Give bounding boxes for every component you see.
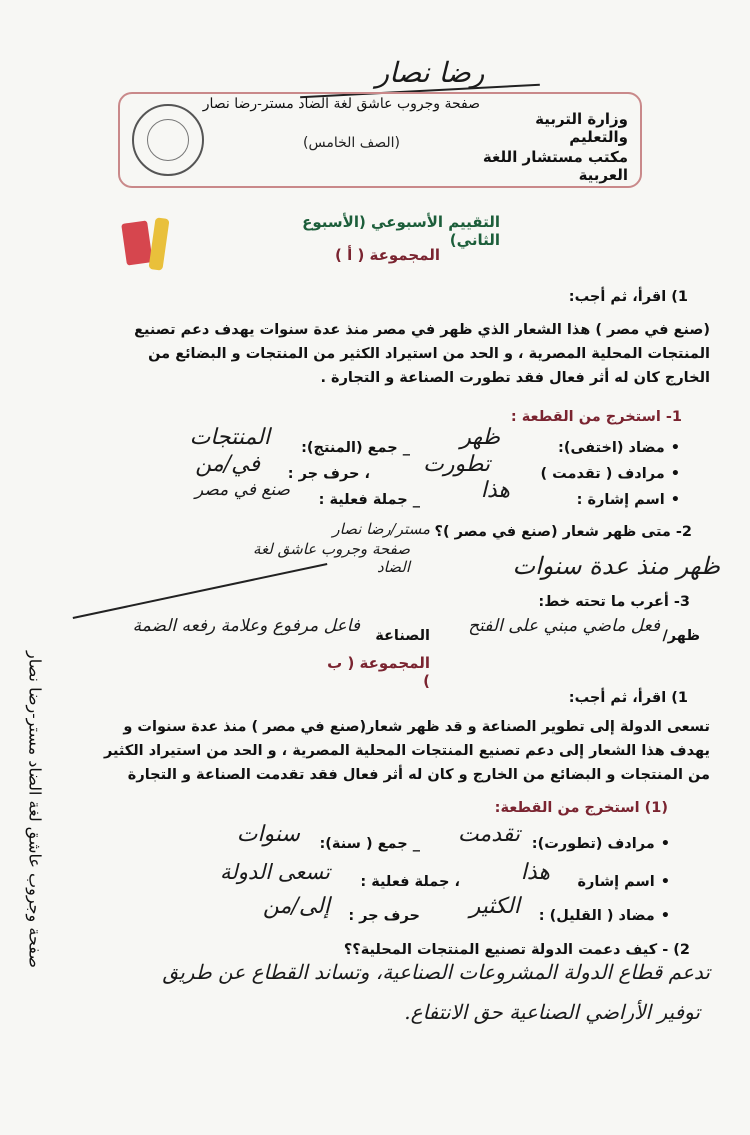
section-b-q1-heading: 1) اقرأ، ثم أجب:: [568, 690, 688, 706]
seal-icon: [147, 119, 189, 161]
section-b-q2-answer-line-2: توفير الأراضي الصناعية حق الانتفاع.: [404, 1000, 700, 1024]
section-b-bullet-1-mid: _ جمع ( سنة):: [319, 836, 420, 852]
section-b-bullet-1-answer2: سنوات: [236, 822, 300, 847]
section-b-q2: 2) - كيف دعمت الدولة تصنيع المنتجات المحلية؟؟: [343, 942, 690, 958]
section-a-q2-answer: ظهر منذ عدة سنوات: [512, 552, 720, 580]
section-a-bullet-1-label: • مضاد (اختفى):: [500, 436, 680, 460]
section-a-bullet-1-mid: _ جمع (المنتج):: [301, 440, 410, 456]
side-watermark-text: صفحة وجروب عاشق لغة الضاد مستر-رضا نصار: [25, 651, 45, 968]
section-b-bullet-2-answer2: تسعى الدولة: [220, 860, 330, 884]
section-b-bullet-2-label: • اسم إشارة: [560, 870, 670, 894]
section-a-bullet-3-label: • اسم إشارة :: [520, 488, 680, 512]
section-b-extract-heading: (1) استخرج من القطعة:: [494, 800, 668, 816]
section-a-q3-answer1: فعل ماضي مبني على الفتح: [468, 616, 660, 636]
section-b-bullet-1-answer1: تقدمت: [457, 822, 520, 847]
section-a-bullet-1-answer1: ظهر: [460, 425, 500, 450]
section-a-passage-line-1: (صنع في مصر ) هذا الشعار الذي ظهر في مصر منذ عدة سنوات يهدف دعم تصنيع: [134, 322, 710, 338]
section-b-passage-line-1: تسعى الدولة إلى تطوير الصناعة و قد ظهر شعار(صنع في مصر ) منذ عدة سنوات و: [123, 719, 710, 735]
section-a-passage-line-2: المنتجات المحلية المصرية ، و الحد من استيراد الكثير من المنتجات و البضائع من: [148, 346, 710, 362]
section-b-bullet-3-label: • مضاد ( القليل) :: [530, 904, 670, 928]
ministry-name: وزارة التربية والتعليم: [535, 110, 628, 146]
section-b-bullet-2-mid: ، جملة فعلية :: [360, 874, 460, 890]
stamp-line-2: صفحة وجروب عاشق لغة الضاد: [253, 540, 410, 576]
ministry-seal: [132, 104, 204, 176]
section-a-bullet-3-answer1: هذا: [480, 478, 510, 503]
pencil-icon: [148, 217, 169, 270]
section-a-bullet-2-answer1: تطورت: [423, 452, 490, 477]
stamp-line-1: مستر/رضا نصار: [332, 520, 430, 538]
signature: رضا نصار: [375, 56, 485, 89]
section-a-bullet-2-mid: ، حرف جر :: [287, 466, 370, 482]
section-a-bullet-3-mid: _ جملة فعلية :: [318, 492, 420, 508]
section-a-bullet-1-answer2: المنتجات: [189, 425, 270, 450]
section-a-q3-answer2: فاعل مرفوع وعلامة رفعه الضمة: [132, 616, 360, 636]
group-a-label: المجموعة ( أ ): [335, 246, 440, 264]
stamp-stroke: [73, 563, 328, 619]
section-b-bullet-1-label: • مرادف (تطورت):: [530, 832, 670, 856]
section-a-q1-heading: 1) اقرأ، ثم أجب:: [568, 289, 688, 305]
section-b-bullet-3-mid: حرف جر :: [348, 908, 420, 924]
group-b-label: المجموعة ( ب ): [327, 654, 430, 690]
section-a-q3: 3- أعرب ما تحته خط:: [538, 594, 690, 610]
section-a-bullet-2-answer2: في/من: [195, 452, 260, 477]
section-a-q2: 2- متى ظهر شعار (صنع في مصر )؟: [434, 524, 692, 540]
section-a-bullet-2-label: • مرادف ( تقدمت ): [500, 462, 680, 486]
section-b-bullet-3-answer2: إلى/من: [262, 894, 330, 919]
assessment-title: التقييم الأسبوعي (الأسبوع الثاني): [302, 213, 500, 249]
section-a-q3-word2: الصناعة: [375, 628, 430, 644]
grade-label: (الصف الخامس): [303, 135, 400, 151]
section-a-bullet-3-answer2: صنع في مصر: [195, 480, 290, 500]
section-b-bullet-3-answer1: الكثير: [469, 894, 520, 919]
section-a-extract-heading: 1- استخرج من القطعة :: [510, 409, 682, 425]
book-icon: [121, 220, 153, 265]
section-b-bullet-2-answer1: هذا: [520, 860, 550, 885]
office-name: مكتب مستشار اللغة العربية: [482, 148, 628, 184]
header-page-line: صفحة وجروب عاشق لغة الضاد مستر-رضا نصار: [202, 96, 480, 112]
section-a-passage-line-3: الخارج كان له أثر فعال فقد تطورت الصناعة و التجارة .: [320, 370, 710, 386]
section-b-passage-line-3: من المنتجات و البضائع من الخارج و كان له أثر فعال فقد تقدمت الصناعة و التجارة: [127, 767, 710, 783]
section-b-passage-line-2: يهدف هذا الشعار إلى دعم تصنيع المنتجات المحلية المصرية ، و الحد من استيراد الكثير: [103, 743, 710, 759]
section-b-q2-answer-line-1: تدعم قطاع الدولة المشروعات الصناعية، وتساند القطاع عن طريق: [162, 960, 710, 984]
section-a-q3-word1: ظهر/: [662, 628, 700, 644]
